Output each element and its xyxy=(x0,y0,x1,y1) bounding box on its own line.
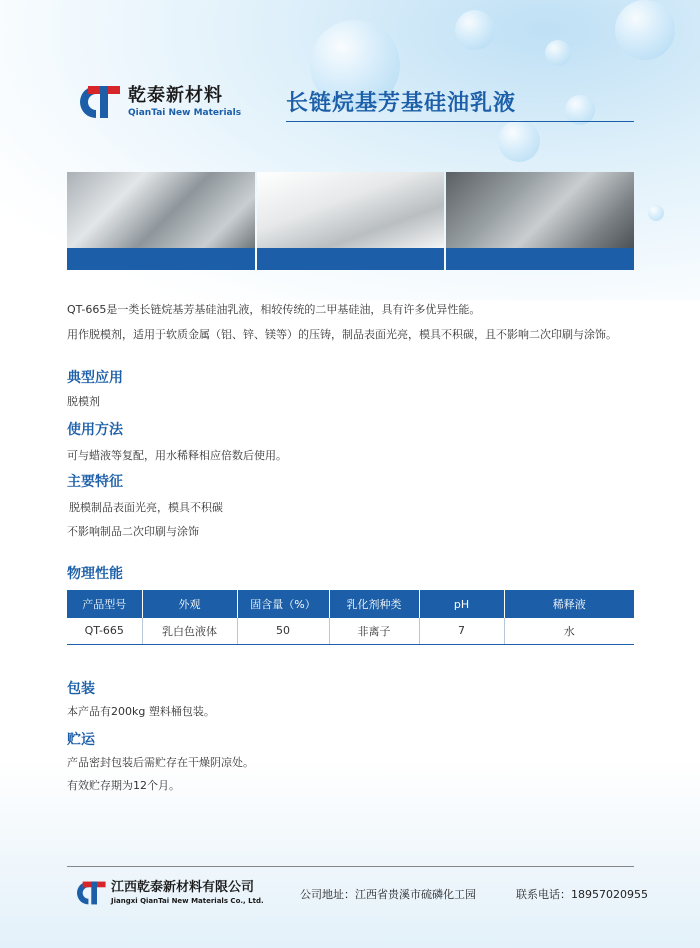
section-heading: 使用方法 xyxy=(67,422,123,438)
table-cell: 50 xyxy=(237,618,329,644)
table-row xyxy=(67,618,634,644)
section-text: 脱模剂 xyxy=(67,395,100,408)
intro-paragraph: 用作脱模剂，适用于软质金属（铝、锌、镁等）的压铸，制品表面光亮，模具不积碳，且不影响二次印刷与涂饰。 xyxy=(67,328,617,341)
die-cast-part-photo xyxy=(446,172,634,270)
column-header: 外观 xyxy=(142,590,237,618)
footer-company-logo xyxy=(67,878,264,908)
table-cell: QT-665 xyxy=(67,618,142,644)
section-heading: 贮运 xyxy=(67,732,95,748)
column-header: 乳化剂种类 xyxy=(329,590,419,618)
decorative-bubble xyxy=(545,40,571,66)
section-text: 可与蜡液等复配，用水稀释相应倍数后使用。 xyxy=(67,449,287,462)
properties-table xyxy=(67,590,634,645)
feature-item: 脱模制品表面光亮，模具不积碳 xyxy=(69,501,223,514)
storage-item: 产品密封包装后需贮存在干燥阴凉处。 xyxy=(67,756,254,769)
intro-paragraph: QT-665是一类长链烷基芳基硅油乳液，相较传统的二甲基硅油，具有许多优异性能。 xyxy=(67,303,481,316)
die-cast-part-photo xyxy=(67,172,255,270)
table-cell: 非离子 xyxy=(329,618,419,644)
page-title: 长链烷基芳基硅油乳液 xyxy=(286,91,517,116)
decorative-bubble xyxy=(455,10,495,50)
section-heading: 典型应用 xyxy=(67,370,123,386)
logo-english-name: QianTai New Materials xyxy=(128,108,242,118)
decorative-bubble xyxy=(648,205,664,221)
title-underline xyxy=(286,121,634,122)
company-address: 公司地址：江西省贵溪市硫磷化工园 xyxy=(300,888,476,901)
section-heading: 包装 xyxy=(67,681,95,697)
section-text: 本产品有200kg 塑料桶包装。 xyxy=(67,705,215,718)
column-header: 固含量（%） xyxy=(237,590,329,618)
qt-logo-icon xyxy=(66,82,122,122)
footer-company-english: Jiangxi QianTai New Materials Co., Ltd. xyxy=(111,897,264,905)
table-header-row xyxy=(67,590,634,618)
footer-company-name: 江西乾泰新材料有限公司 xyxy=(111,880,255,895)
die-cast-part-photo xyxy=(257,172,445,270)
column-header: pH xyxy=(419,590,504,618)
decorative-bubble xyxy=(615,0,675,60)
feature-item: 不影响制品二次印刷与涂饰 xyxy=(67,525,199,538)
product-photo-strip xyxy=(67,172,634,270)
contact-phone: 联系电话：18957020955 xyxy=(516,888,648,901)
logo-chinese-name: 乾泰新材料 xyxy=(128,85,223,106)
storage-item: 有效贮存期为12个月。 xyxy=(67,779,180,792)
section-heading: 主要特征 xyxy=(67,474,123,490)
column-header: 产品型号 xyxy=(67,590,142,618)
decorative-bubble xyxy=(498,120,540,162)
company-logo xyxy=(66,82,241,122)
footer-divider xyxy=(67,866,634,867)
table-cell: 7 xyxy=(419,618,504,644)
table-cell: 乳白色液体 xyxy=(142,618,237,644)
section-heading: 物理性能 xyxy=(67,566,123,582)
qt-logo-icon xyxy=(67,878,107,908)
column-header: 稀释液 xyxy=(504,590,634,618)
table-cell: 水 xyxy=(504,618,634,644)
